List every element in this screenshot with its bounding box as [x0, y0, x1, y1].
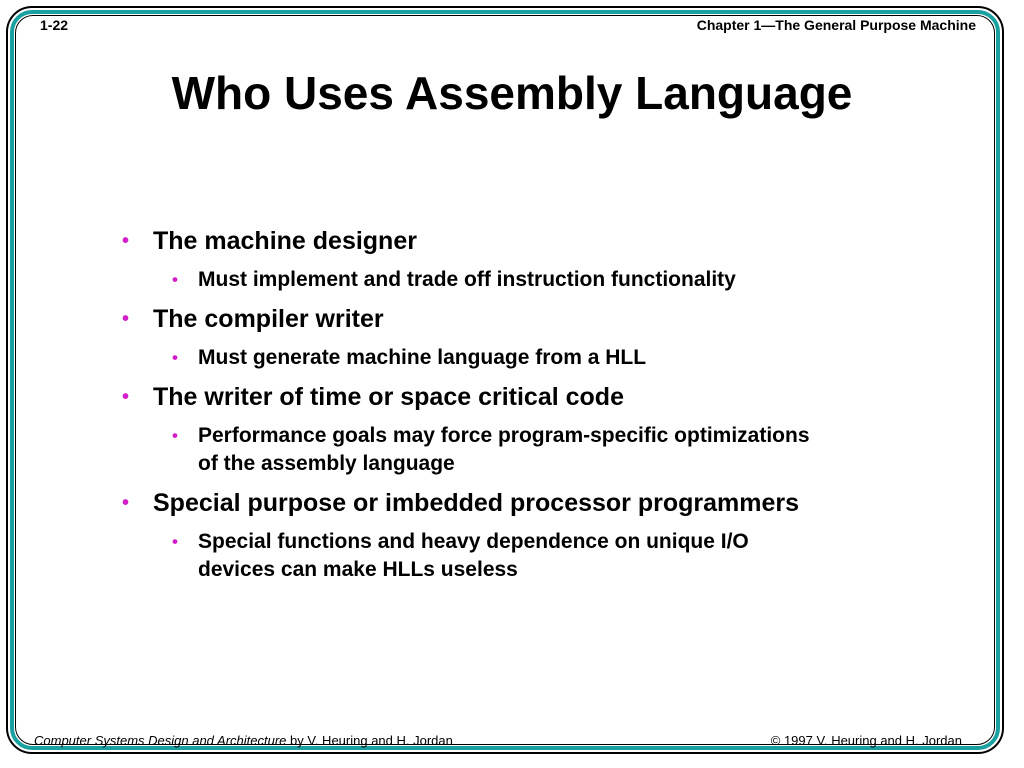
bullet-list — [122, 226, 922, 594]
bullet-text: Special purpose or imbedded processor programmers — [153, 489, 800, 517]
book-title: Computer Systems Design and Architecture — [34, 733, 287, 748]
footer-citation — [34, 733, 453, 748]
bullet-item — [122, 304, 922, 334]
chapter-heading: Chapter 1—The General Purpose Machine — [696, 17, 976, 33]
sub-bullet-text: Must generate machine language from a HLL — [198, 346, 647, 369]
book-authors: by V. Heuring and H. Jordan — [286, 733, 453, 748]
bullet-dot-icon: • — [172, 270, 178, 289]
bullet-text: The machine designer — [153, 227, 417, 255]
bullet-dot-icon: • — [172, 348, 178, 367]
bullet-dot-icon: • — [172, 532, 178, 551]
sub-bullet-item — [122, 344, 818, 372]
bullet-dot-icon: • — [172, 426, 178, 445]
sub-bullet-text: Special functions and heavy dependence on unique I/O devices can make HLLs useless — [198, 530, 749, 581]
sub-bullet-text: Performance goals may force program-specific optimizations of the assembly language — [198, 424, 810, 475]
bullet-dot-icon: • — [122, 386, 130, 408]
bullet-dot-icon: • — [122, 230, 130, 252]
bullet-dot-icon: • — [122, 308, 130, 330]
bullet-text: The compiler writer — [153, 305, 384, 333]
sub-bullet-item — [122, 528, 818, 584]
bullet-item — [122, 226, 922, 256]
slide-title: Who Uses Assembly Language — [171, 67, 853, 119]
bullet-dot-icon: • — [122, 492, 130, 514]
sub-bullet-item — [122, 266, 818, 294]
footer-copyright: © 1997 V. Heuring and H. Jordan — [770, 733, 962, 748]
bullet-text: The writer of time or space critical code — [153, 383, 624, 411]
bullet-item — [122, 488, 922, 518]
slide-number: 1-22 — [40, 17, 69, 33]
sub-bullet-text: Must implement and trade off instruction functionality — [198, 268, 736, 291]
bullet-item — [122, 382, 922, 412]
sub-bullet-item — [122, 422, 818, 478]
